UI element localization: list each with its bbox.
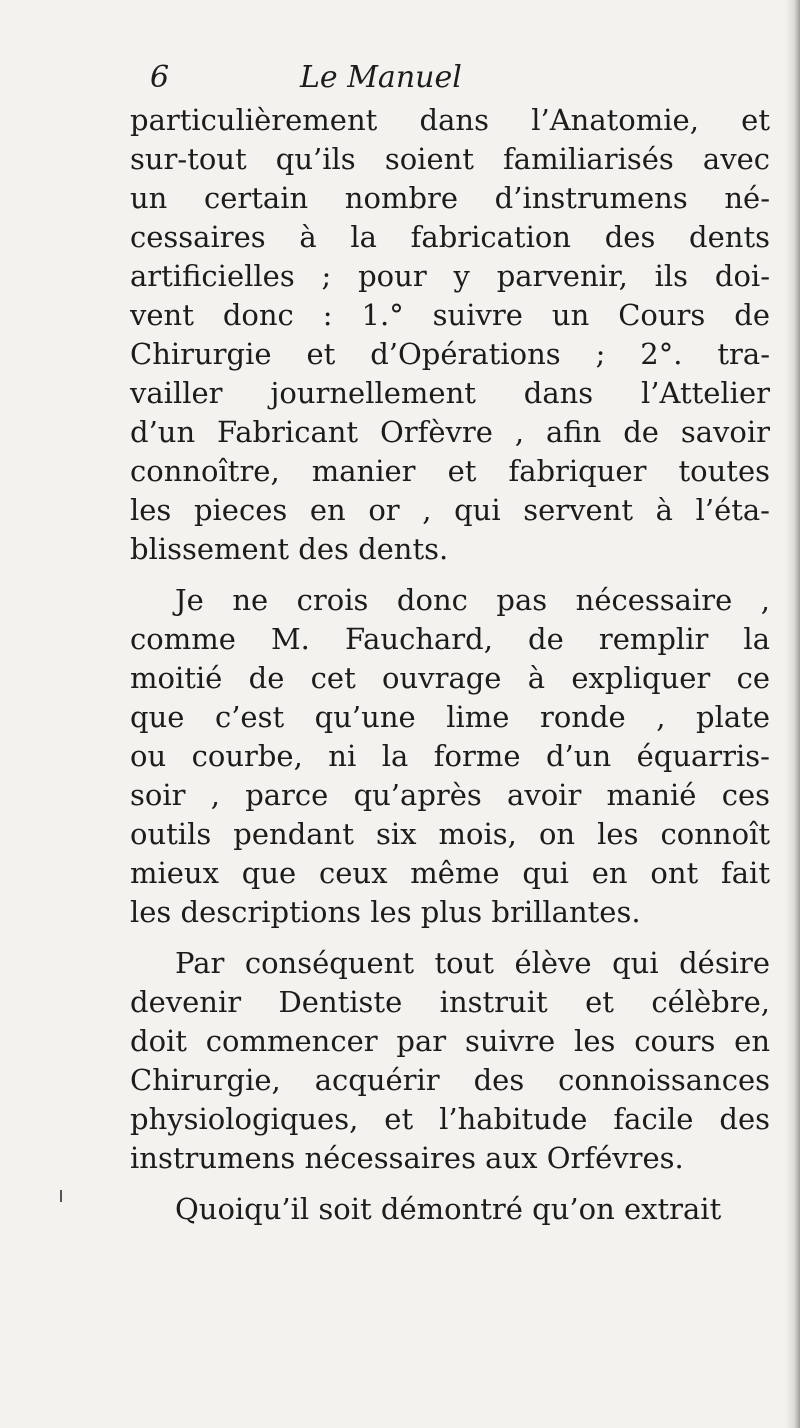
text-line: physiologiques, et l’habitude facile des: [130, 1102, 770, 1136]
text-line: Chirurgie, acquérir des connoissances: [130, 1063, 770, 1097]
paragraph: [130, 944, 770, 1178]
text-line: soir , parce qu’après avoir manié ces: [130, 778, 770, 812]
text-line: moitié de cet ouvrage à expliquer ce: [130, 661, 770, 695]
text-line: sur-tout qu’ils soient familiarisés avec: [130, 142, 770, 176]
text-line: vent donc : 1.° suivre un Cours de: [130, 298, 770, 332]
running-title: Le Manuel: [300, 60, 462, 95]
body-text: [130, 101, 770, 1229]
text-line: les descriptions les plus brillantes.: [130, 895, 641, 929]
text-line: doit commencer par suivre les cours en: [130, 1024, 770, 1058]
page-number: 6: [150, 60, 170, 95]
text-line: devenir Dentiste instruit et célèbre,: [130, 985, 770, 1019]
text-line: un certain nombre d’instrumens né-: [130, 181, 770, 215]
text-line: Je ne crois donc pas nécessaire ,: [175, 583, 770, 617]
text-line: cessaires à la fabrication des dents: [130, 220, 770, 254]
text-line: outils pendant six mois, on les connoît: [130, 817, 770, 851]
text-line: instrumens nécessaires aux Orfévres.: [130, 1141, 684, 1175]
running-head: [150, 60, 730, 100]
text-line: blissement des dents.: [130, 532, 449, 566]
text-line: ou courbe, ni la forme d’un équarris-: [130, 739, 770, 773]
text-line: Par conséquent tout élève qui désire: [175, 946, 770, 980]
paragraph: [130, 101, 770, 569]
page-edge-shadow: [786, 0, 800, 1428]
text-line: vailler journellement dans l’Attelier: [130, 376, 770, 410]
text-line: particulièrement dans l’Anatomie, et: [130, 103, 770, 137]
text-line: Chirurgie et d’Opérations ; 2°. tra-: [130, 337, 770, 371]
text-line: comme M. Fauchard, de remplir la: [130, 622, 770, 656]
text-line: artificielles ; pour y parvenir, ils doi-: [130, 259, 770, 293]
text-line: connoître, manier et fabriquer toutes: [130, 454, 770, 488]
margin-mark: [60, 1190, 62, 1202]
text-line: mieux que ceux même qui en ont fait: [130, 856, 770, 890]
text-line: d’un Fabricant Orfèvre , afin de savoir: [130, 415, 770, 449]
text-line: Quoiqu’il soit démontré qu’on extrait: [175, 1192, 722, 1226]
text-line: que c’est qu’une lime ronde , plate: [130, 700, 770, 734]
paragraph: [130, 581, 770, 932]
text-line: les pieces en or , qui servent à l’éta-: [130, 493, 770, 527]
paragraph: [130, 1190, 770, 1229]
